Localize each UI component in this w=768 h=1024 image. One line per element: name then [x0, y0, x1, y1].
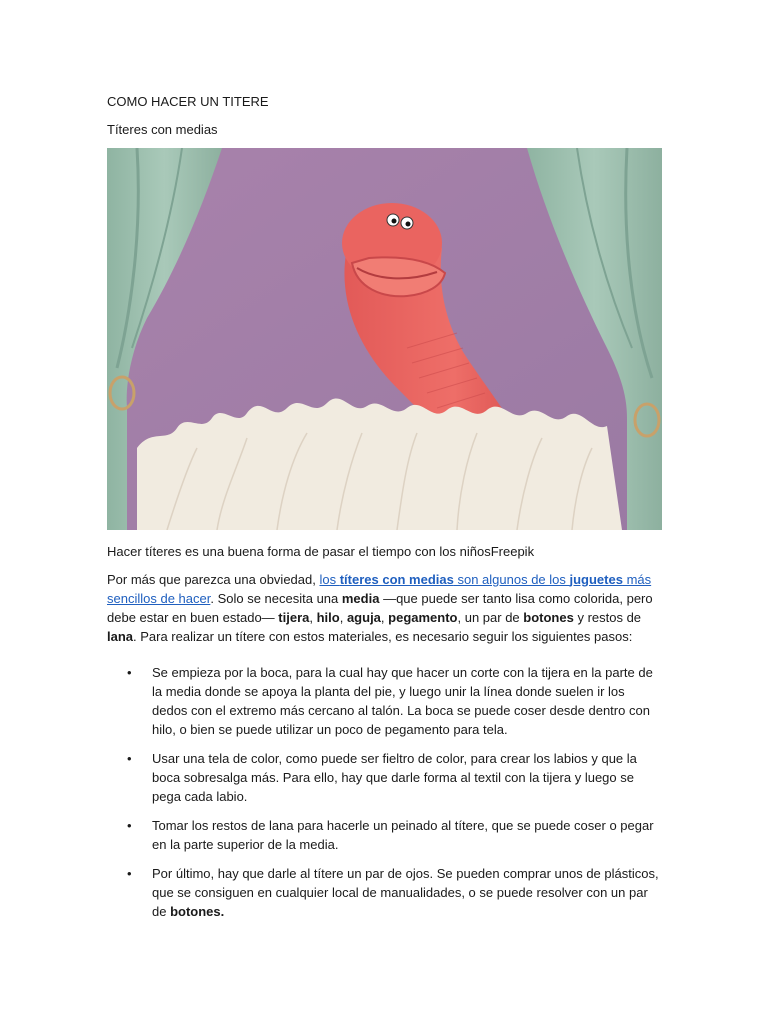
step-text: Por último, hay que darle al títere un par de ojos. Se pueden comprar unos de plásticos, que se consiguen en cualquier local de manualidades, o se puede resolver con un par de	[152, 866, 659, 919]
bullet-icon: •	[127, 665, 132, 680]
bullet-icon: •	[127, 866, 132, 881]
separator: ,	[380, 610, 389, 625]
list-item	[107, 749, 663, 806]
page-subtitle: Títeres con medias	[107, 122, 218, 137]
intro-text: y restos de	[573, 610, 642, 625]
bold-word: aguja	[346, 610, 381, 625]
intro-paragraph	[107, 570, 663, 646]
bold-word: lana	[107, 629, 134, 644]
link-text: los	[319, 572, 340, 587]
link-text: más sencillos de hacer	[107, 572, 652, 606]
bold-word: tijera	[278, 610, 310, 625]
bold-word: pegamento	[388, 610, 458, 625]
page-title: COMO HACER UN TITERE	[107, 94, 269, 109]
step-text: Usar una tela de color, como puede ser fieltro de color, para crear los labios y que la boca sobresalga más. Para ello, hay que darle forma al textil con la tijera y luego se pega cada labio.	[152, 751, 637, 804]
bold-word: hilo	[316, 610, 340, 625]
link-bold-text: títeres con medias	[339, 572, 454, 587]
intro-text: —que puede ser tanto lisa como colorida, pero debe estar en buen estado—	[107, 591, 653, 625]
document-page	[107, 92, 663, 931]
intro-text: , un par de	[457, 610, 524, 625]
link-text: son algunos de los	[453, 572, 570, 587]
steps-list	[107, 663, 663, 921]
intro-text: Por más que parezca una obviedad,	[107, 572, 320, 587]
intro-text: . Para realizar un títere con estos materiales, es necesario seguir los siguientes pasos:	[133, 629, 633, 644]
intro-text: . Solo se necesita una	[210, 591, 342, 606]
bold-word: botones.	[170, 904, 225, 919]
bold-word: media	[341, 591, 380, 606]
separator: ,	[339, 610, 347, 625]
bullet-icon: •	[127, 751, 132, 766]
step-text: Se empieza por la boca, para la cual hay que hacer un corte con la tijera en la parte de la media donde se apoya la planta del pie, y luego unir la línea donde suelen ir los dedos con el extremo más cercano al talón. La boca se puede coser desde dentro con hilo, o bien se puede utilizar un poco de pegamento para tela.	[152, 665, 653, 737]
image-caption: Hacer títeres es una buena forma de pasar el tiempo con los niñosFreepik	[107, 544, 535, 559]
bullet-icon: •	[127, 818, 132, 833]
step-text: Tomar los restos de lana para hacerle un peinado al títere, que se puede coser o pegar en la parte superior de la media.	[152, 818, 654, 852]
list-item	[107, 816, 663, 854]
link-titeres[interactable]	[319, 572, 453, 587]
sock-puppet-photo	[107, 148, 662, 530]
link-bold-text: juguetes	[569, 572, 623, 587]
separator: ,	[309, 610, 317, 625]
list-item	[107, 864, 663, 921]
list-item	[107, 663, 663, 739]
bold-word: botones	[523, 610, 574, 625]
